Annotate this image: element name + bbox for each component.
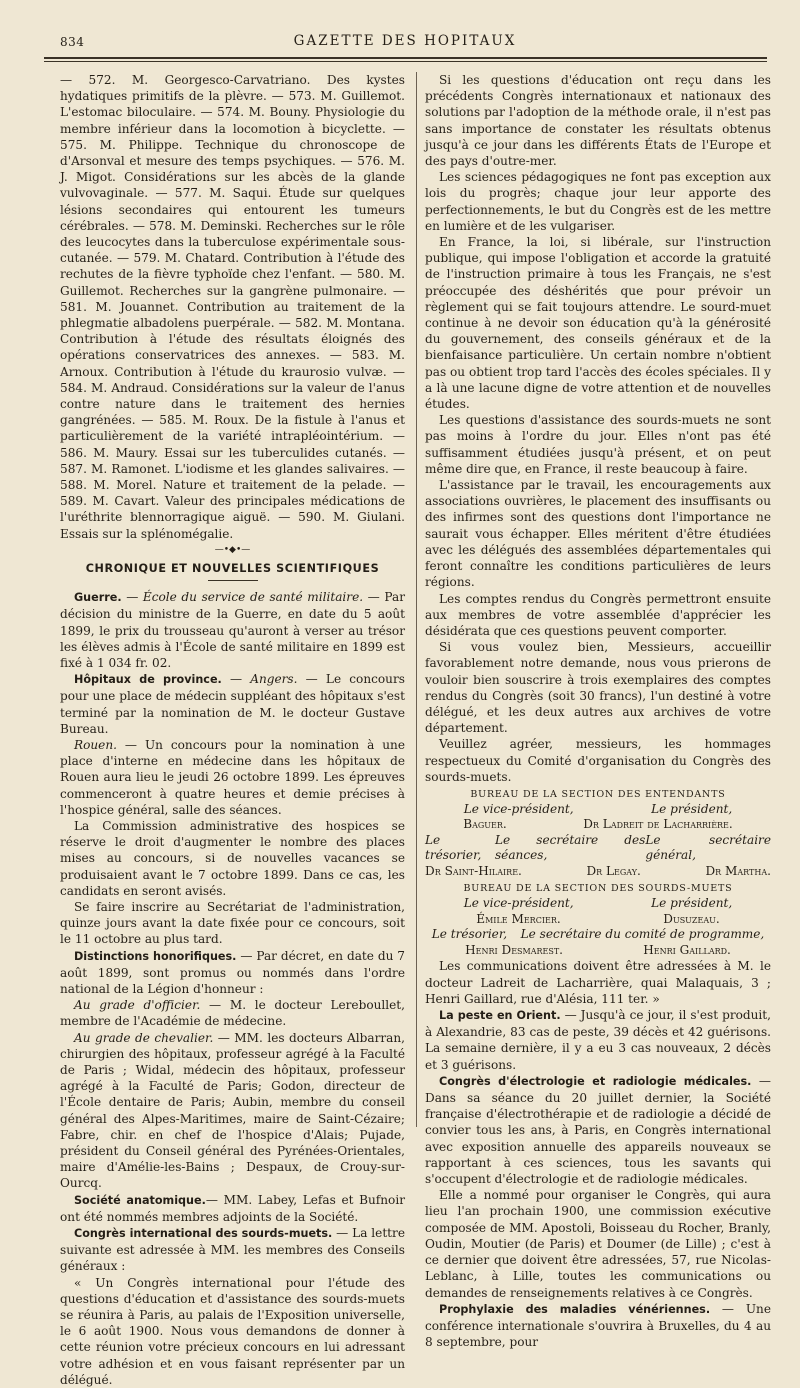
b1-secretaire-name: Dr Legay. (586, 863, 641, 878)
ornament-divider: —•◆•— (214, 544, 251, 555)
distinctions-text: Par décret, en date du 7 août 1899, sont promus ou nommés dans l'ordre national de la Légion d'honneur : (60, 948, 405, 996)
rouen-label: Rouen. (74, 737, 117, 752)
letter-paragraph-6: Les comptes rendus du Congrès permettront ensuite aux membres de votre assemblée d'apprécier les désidérata que ces questions peuvent comporter. (425, 591, 771, 638)
b2-vp-label: Le vice-président, (463, 896, 574, 911)
bureau-entendants-title: BUREAU DE LA SECTION DES ENTENDANTS (470, 788, 726, 800)
congres-text: La lettre suivante est adressée à MM. les membres des Conseils généraux : (60, 1226, 405, 1274)
hopitaux-paragraph: Hôpitaux de province. — Angers. — Le concours pour une place de médecin suppléant des hôpitaux s'est terminé par la nomination de M. le docteur Gustave Bureau. (60, 672, 405, 736)
congres-quote: « Un Congrès international pour l'étude des questions d'éducation et d'assistance des sourds-muets se réunira à Paris, au palais de l'Exposition universelle, le 6 août 1900. Nous vous demandons de donner à cette réunion votre précieux concours en lui adressant votre adhésion et en vous faisant représenter par un délégué. (60, 1275, 405, 1387)
letter-paragraph-2: Les sciences pédagogiques ne font pas exception aux lois du progrès; chaque jour leur apporte des perfectionnements, le but du Congrès est de les mettre en lumière et de les vulgariser. (425, 170, 771, 233)
prophylaxie-paragraph: Prophylaxie des maladies vénériennes. — Une conférence internationale s'ouvrira à Bruxelles, du 4 au 8 septembre, pour (425, 1301, 771, 1350)
chevalier-text: MM. les docteurs Albarran, chirurgien des hôpitaux, professeur agrégé à la Faculté de Paris ; Widal, médecin des hôpitaux, professeur agrégé à la Faculté de Paris; Godon, directeur de l'École dentaire de Paris; Aubin, membre du conseil général des Alpes-Maritimes, maire de Saint-Cézaire; Fabre, chir. en chef de l'hospice d'Alais; Pujade, président du Conseil général des Pyrénées-Orientales, maire d'Amélie-les-Bains ; Despaux, de Crouy-sur-Ourcq. (60, 1030, 405, 1191)
guerre-text: Par décision du ministre de la Guerre, en date du 5 août 1899, le prix du trousseau qu'auront à verser au trésor les élèves admis à l'École de santé militaire en 1899 est fixé à 1 034 fr. 02. (60, 590, 405, 670)
peste-heading: La peste en Orient. (439, 1009, 561, 1023)
rouen-paragraph: Rouen. — Un concours pour la nomination à une place d'interne en médecine dans les hôpitaux de Rouen aura lieu le jeudi 26 octobre 1899. Les épreuves commenceront à quatre heures et demie précises à l'hospice général, salle des séances. (60, 737, 405, 817)
b1-vp-label: Le vice-président, (463, 801, 574, 816)
guerre-paragraph: Guerre. — École du service de santé militaire. — Par décision du ministre de la Guerre, en date du 5 août 1899, le prix du trousseau qu'auront à verser au trésor les élèves admis à l'École de santé militaire en 1899 est fixé à 1 034 fr. 02. (60, 590, 405, 670)
bureau-entendants-row-2 (425, 817, 771, 833)
bureau-entendants-row-1 (425, 802, 771, 818)
anatomique-heading: Société anatomique. (74, 1193, 206, 1207)
rouen-text: Un concours pour la nomination à une place d'interne en médecine dans les hôpitaux de Rouen aura lieu le jeudi 26 octobre 1899. Les épreuves commenceront à quatre heures et demie précises à l'hospice général, salle des séances. (60, 737, 405, 817)
b1-tresorier-name: Dr Saint-Hilaire. (425, 863, 522, 878)
section-rule (208, 580, 258, 581)
letter-paragraph-8: Veuillez agréer, messieurs, les hommages respectueux du Comité d'organisation du Congrès des sourds-muets. (425, 737, 771, 784)
peste-paragraph: La peste en Orient. — Jusqu'à ce jour, il s'est produit, à Alexandrie, 83 cas de peste, 39 décès et 42 guérisons. La semaine dernière, il y a eu 3 cas nouveaux, 2 décès et 3 guérisons. (425, 1008, 771, 1072)
chevalier-label: Au grade de chevalier. (74, 1030, 214, 1045)
bureau-sourds-muets-row-3 (425, 927, 771, 943)
b1-vp-name: Baguer. (463, 817, 507, 832)
officier-text: M. le docteur Lereboullet, membre de l'Académie de médecine. (60, 998, 405, 1029)
bureau-sourds-muets-title: BUREAU DE LA SECTION DES SOURDS-MUETS (463, 883, 733, 895)
bureau-sourds-muets-row-1 (425, 896, 771, 912)
b2-secretaire-label: Le secrétaire du comité de programme, (520, 927, 765, 942)
rouen-paragraph-2: La Commission administrative des hospices se réserve le droit d'augmenter le nombre des places mises au concours, si de nouvelles vacances se produisaient avant le 7 octobre 1899. Dans ce cas, les candidats en seront avisés. (60, 818, 405, 898)
electro-text: Dans sa séance du 20 juillet dernier, la Société française d'électrothérapie et de radiologie a décidé de convier tous les ans, à Paris, en Congrès international avec exposition annuelle des appareils nouveaux se rapportant à ces sciences, tous les savants qui s'occupent d'électrologie et de radiologie médicales. (425, 1091, 771, 1187)
electro-paragraph-2: Elle a nommé pour organiser le Congrès, qui aura lieu l'an prochain 1900, une commission exécutive composée de MM. Apostoli, Boisseau du Rocher, Branly, Oudin, Moutier (de Paris) et Doumer (de Lille) ; c'est à ce dernier que doivent être adressées, 57, rue Nicolas-Leblanc, à Lille, toutes les communications ou demandes de renseignements relatives à ce Congrès. (425, 1188, 771, 1300)
b1-secretaire-general-label: Le secrétaire général, (645, 832, 771, 863)
rouen-paragraph-3: Se faire inscrire au Secrétariat de l'administration, quinze jours avant la date fixée pour ce concours, soit le 11 octobre au plus tard. (60, 899, 405, 947)
b1-president-name: Dr Ladreit de Lacharrière. (583, 817, 733, 832)
header-rule (44, 57, 767, 59)
bureau-sourds-muets-row-2 (425, 912, 771, 928)
thesis-list: — 572. M. Georgesco-Carvatriano. Des kystes hydatiques primitifs de la plèvre. — 573. M. Guillemot. L'estomac biloculaire. — 574. M. Bouny. Physiologie du membre inférieur dans la locomotion à bicyclette. — 575. M. Philippe. Technique du chronoscope de d'Arsonval et mesure des temps psychiques. — 576. M. J. Migot. Considérations sur les abcès de la glande vulvovaginale. — 577. M. Saqui. Étude sur quelques lésions secondaires qui entourent les tumeurs cérébrales. — 578. M. Deminski. Recherches sur le rôle des leucocytes dans la tuberculose expérimentale sous-cutanée. — 579. M. Chatard. Contribution à l'étude des rechutes de la fièvre typhoïde chez l'enfant. — 580. M. Guillemot. Recherches sur la gangrène pulmonaire. — 581. M. Jouannet. Contribution au traitement de la phlegmatie albadolens puerpérale. — 582. M. Montana. Contribution à l'étude des résultats éloignés des opérations conservatrices des annexes. — 583. M. Arnoux. Contribution à l'étude du kraurosio vulvæ. — 584. M. Andraud. Considérations sur la valeur de l'anus contre nature dans le traitement des hernies gangrénées. — 585. M. Roux. De la fistule à l'anus et particulièrement de la variété intrapléointérium. — 586. M. Maury. Essai sur les tuberculides cutanés. — 587. M. Ramonet. L'iodisme et les glandes salivaires. — 588. M. Morel. Nature et traitement de la pelade. — 589. M. Cavart. Valeur des principales médications de l'uréthrite blennorragique aiguë. — 590. M. Giulani. Essais sur la splénomégalie. (60, 73, 405, 541)
congres-heading: Congrès international des sourds-muets. (74, 1227, 333, 1241)
distinctions-heading: Distinctions honorifiques. (74, 949, 237, 963)
officier-label: Au grade d'officier. (74, 998, 201, 1013)
prophylaxie-heading: Prophylaxie des maladies vénériennes. (439, 1302, 711, 1316)
angers-label: Angers. (250, 672, 298, 687)
right-column (425, 72, 771, 1350)
electro-paragraph: Congrès d'électrologie et radiologie médicales. — Dans sa séance du 20 juillet dernier, la Société française d'électrothérapie et de radiologie a décidé de convier tous les ans, à Paris, en Congrès international avec exposition annuelle des appareils nouveaux se rapportant à ces sciences, tous les savants qui s'occupent d'électrologie et de radiologie médicales. (425, 1073, 771, 1187)
b2-secretaire-name: Henri Gaillard. (643, 942, 731, 957)
hopitaux-heading: Hôpitaux de province. (74, 673, 222, 687)
page-number: 834 (60, 35, 85, 49)
anatomique-paragraph: Société anatomique.— MM. Labey, Lefas et Bufnoir ont été nommés membres adjoints de la Société. (60, 1192, 405, 1224)
b1-secretaire-general-name: Dr Martha. (705, 863, 771, 878)
section-title: CHRONIQUE ET NOUVELLES SCIENTIFIQUES (85, 561, 380, 575)
congres-paragraph: Congrès international des sourds-muets. — La lettre suivante est adressée à MM. les membres des Conseils généraux : (60, 1226, 405, 1274)
bureau-sourds-muets-row-4 (425, 943, 771, 959)
bureau-entendants-row-3 (425, 833, 771, 864)
letter-paragraph-1: Si les questions d'éducation ont reçu dans les précédents Congrès internationaux et nationaux des solutions par l'adoption de la méthode orale, il n'est pas sans importance de constater les résultats obtenus jusqu'à ce jour dans les différents États de l'Europe et des pays d'outre-mer. (425, 73, 771, 169)
letter-paragraph-4: Les questions d'assistance des sourds-muets ne sont pas moins à l'ordre du jour. Elles n'ont pas été suffisamment étudiées jusqu'à présent, et on peut même dire que, en France, il reste beaucoup à faire. (425, 413, 771, 476)
page-header (40, 27, 770, 57)
bureau-entendants-row-4 (425, 864, 771, 880)
chevalier-paragraph: Au grade de chevalier. — MM. les docteurs Albarran, chirurgien des hôpitaux, professeur agrégé à la Faculté de Paris ; Widal, médecin des hôpitaux, professeur agrégé à la Faculté de Paris; Godon, directeur de l'École dentaire de Paris; Aubin, membre du conseil général des Alpes-Maritimes, maire de Saint-Cézaire; Fabre, chir. en chef de l'hospice d'Alais; Pujade, président du Conseil général des Pyrénées-Orientales, maire d'Amélie-les-Bains ; Despaux, de Crouy-sur-Ourcq. (60, 1030, 405, 1191)
letter-paragraph-9: Les communications doivent être adressées à M. le docteur Ladreit de Lacharrière, quai Malaquais, 3 ; Henri Gaillard, rue d'Alésia, 111 ter. » (425, 959, 771, 1006)
electro-heading: Congrès d'électrologie et radiologie médicales. (439, 1074, 752, 1088)
b2-president-label: Le président, (651, 896, 733, 911)
column-divider (416, 72, 417, 1127)
b1-secretaire-label: Le secrétaire des séances, (494, 832, 646, 863)
left-column (60, 72, 405, 1388)
b2-president-name: Dusuzeau. (663, 911, 720, 926)
b2-vp-name: Émile Mercier. (476, 911, 561, 926)
b1-president-label: Le président, (651, 801, 733, 816)
guerre-heading: Guerre. (74, 591, 122, 605)
prophylaxie-text: Une conférence internationale s'ouvrira à Bruxelles, du 4 au 8 septembre, pour (425, 1301, 771, 1350)
running-title: GAZETTE DES HOPITAUX (293, 33, 517, 49)
b1-tresorier-label: Le trésorier, (425, 832, 482, 863)
angers-text: Le concours pour une place de médecin suppléant des hôpitaux s'est terminé par la nomination de M. le docteur Gustave Bureau. (60, 672, 405, 736)
b2-tresorier-name: Henri Desmarest. (465, 942, 564, 957)
distinctions-paragraph: Distinctions honorifiques. — Par décret, en date du 7 août 1899, sont promus ou nommés dans l'ordre national de la Légion d'honneur : (60, 948, 405, 996)
peste-text: Jusqu'à ce jour, il s'est produit, à Alexandrie, 83 cas de peste, 39 décès et 42 guérisons. La semaine dernière, il y a eu 3 cas nouveaux, 2 décès et 3 guérisons. (425, 1008, 771, 1072)
officier-paragraph: Au grade d'officier. — M. le docteur Lereboullet, membre de l'Académie de médecine. (60, 998, 405, 1029)
letter-paragraph-7: Si vous voulez bien, Messieurs, accueillir favorablement notre demande, nous vous prierons de vouloir bien souscrire à trois exemplaires des comptes rendus du Congrès (soit 30 francs), l'un destiné à votre délégué, et les deux autres aux archives de votre département. (425, 640, 771, 736)
b2-tresorier-label: Le trésorier, (431, 927, 508, 942)
letter-paragraph-5: L'assistance par le travail, les encouragements aux associations ouvrières, le placement des insuffisants ou des infirmes sont des questions dont l'importance ne saurait vous échapper. Elles méritent d'être étudiées avec les délégués des assemblées départementales qui feront connaître les conditions particulières de leurs régions. (425, 478, 771, 590)
guerre-subheading: École du service de santé militaire. (142, 590, 364, 605)
letter-paragraph-3: En France, la loi, si libérale, sur l'instruction publique, qui impose l'obligation et accorde la gratuité de l'instruction primaire à tous les Français, ne s'est préoccupée des déshérités que pour prévoir un règlement qui se fait toujours attendre. Le sourd-muet continue à ne devoir son éducation qu'à la générosité du gouvernement, des conseils généraux et de la bienfaisance particulière. Un certain nombre n'obtient pas ou obtient trop tard l'accès des écoles spéciales. Il y a là une lacune digne de votre attention et de nouvelles études. (425, 235, 771, 412)
header-rule-thin (44, 61, 767, 62)
anatomique-text: MM. Labey, Lefas et Bufnoir ont été nommés membres adjoints de la Société. (60, 1192, 405, 1224)
